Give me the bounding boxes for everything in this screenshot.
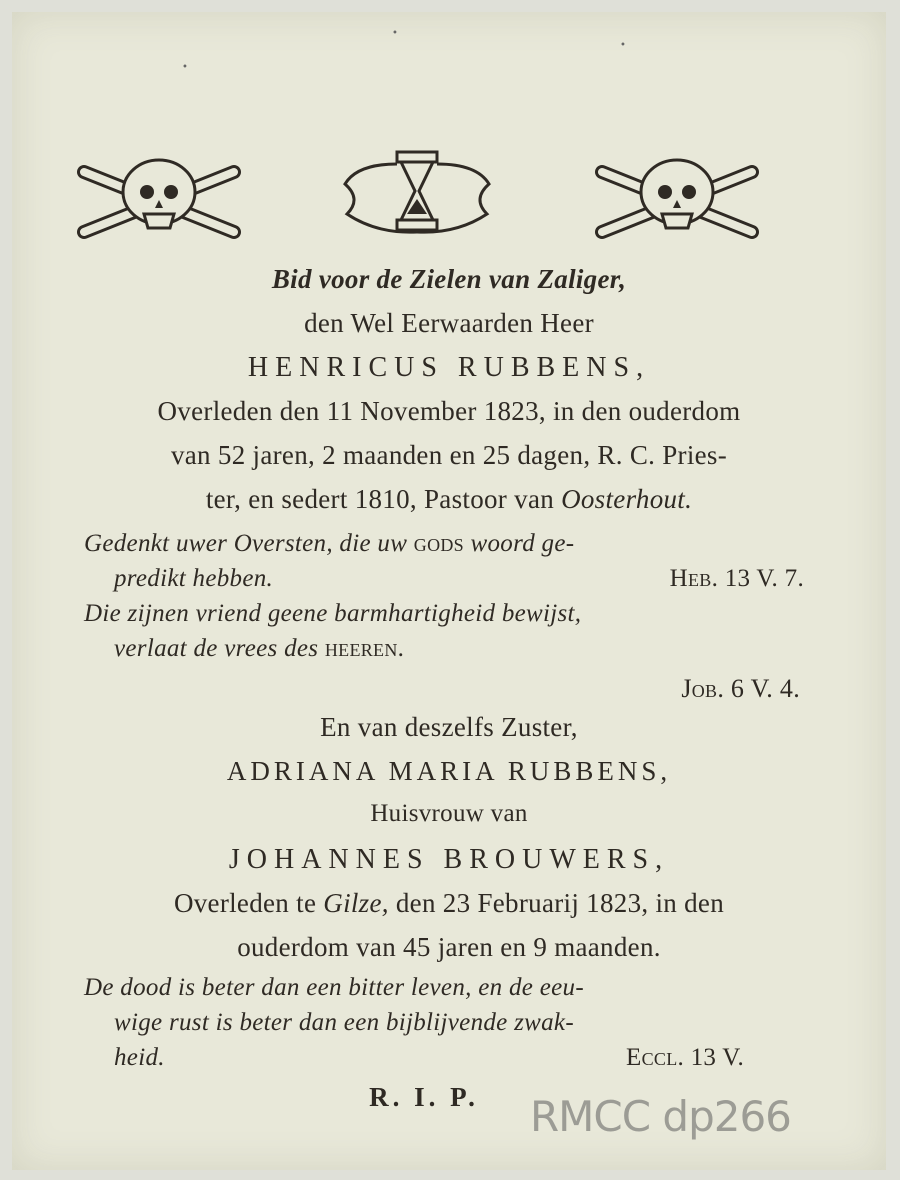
paper-speck: • bbox=[182, 62, 188, 73]
quote2-heeren: heeren. bbox=[324, 635, 405, 662]
age-line-1: van 52 jaren, 2 maanden en 25 dagen, R. C. Pries- bbox=[170, 440, 728, 470]
quote2-reference: Job. 6 V. 4. bbox=[681, 674, 800, 703]
sister-line: En van deszelfs Zuster, bbox=[320, 712, 578, 742]
winged-hourglass-icon bbox=[337, 144, 497, 249]
quote3-line2: wige rust is beter dan een bijblijvende zwak- bbox=[114, 1009, 574, 1036]
quote1-reference: Heb. 13 V. 7. bbox=[669, 565, 804, 592]
quote2-line1: Die zijnen vriend geene barmhartigheid bewijst, bbox=[84, 600, 582, 627]
quote2-text: verlaat de vrees des bbox=[114, 635, 325, 662]
place-oosterhout: Oosterhout. bbox=[561, 484, 693, 514]
death-line-2 bbox=[12, 888, 886, 919]
skull-and-crossbones-icon bbox=[74, 152, 244, 252]
rip: R. I. P. bbox=[369, 1082, 479, 1112]
name-henricus: HENRICUS RUBBENS, bbox=[247, 352, 651, 383]
quote3-reference: Eccl. 13 V. bbox=[626, 1044, 744, 1071]
wife-of-line: Huisvrouw van bbox=[370, 800, 528, 827]
quote3-text-3: heid. bbox=[114, 1044, 165, 1071]
quote1-text: Gedenkt uwer Oversten, die uw bbox=[84, 530, 414, 557]
quote1-gods: gods bbox=[413, 530, 464, 557]
death-line-1: Overleden den 11 November 1823, in den ouderdom bbox=[157, 396, 741, 426]
quote1-text-2: predikt hebben. bbox=[114, 565, 274, 592]
quote2-line2 bbox=[114, 635, 804, 663]
pastor-text: ter, en sedert 1810, Pastoor van bbox=[205, 484, 562, 514]
skull-and-crossbones-icon bbox=[592, 152, 762, 252]
paper-speck: • bbox=[620, 40, 626, 51]
quote3-line1: De dood is beter dan een bitter leven, en de eeu- bbox=[84, 974, 584, 1001]
ornament-row bbox=[12, 152, 886, 252]
title-line: den Wel Eerwaarden Heer bbox=[304, 308, 594, 338]
name-adriana: ADRIANA MARIA RUBBENS, bbox=[226, 756, 672, 786]
place-gilze: Gilze, bbox=[323, 888, 389, 918]
death2-text-end: den 23 Februarij 1823, in den bbox=[388, 888, 725, 918]
quote1-line2 bbox=[114, 565, 804, 593]
paper-speck: • bbox=[392, 28, 398, 39]
archive-mark: RMCC dp266 bbox=[530, 1092, 791, 1141]
death2-text: Overleden te bbox=[173, 888, 324, 918]
quote3-line3 bbox=[114, 1044, 804, 1072]
heading: Bid voor de Zielen van Zaliger, bbox=[271, 264, 627, 294]
memorial-card bbox=[12, 12, 886, 1170]
name-johannes: JOHANNES BROUWERS, bbox=[228, 844, 670, 875]
quote1-line1 bbox=[84, 530, 804, 558]
pastor-line bbox=[12, 484, 886, 515]
quote1-text-end: woord ge- bbox=[463, 530, 575, 557]
age-line-2: ouderdom van 45 jaren en 9 maanden. bbox=[237, 932, 661, 962]
